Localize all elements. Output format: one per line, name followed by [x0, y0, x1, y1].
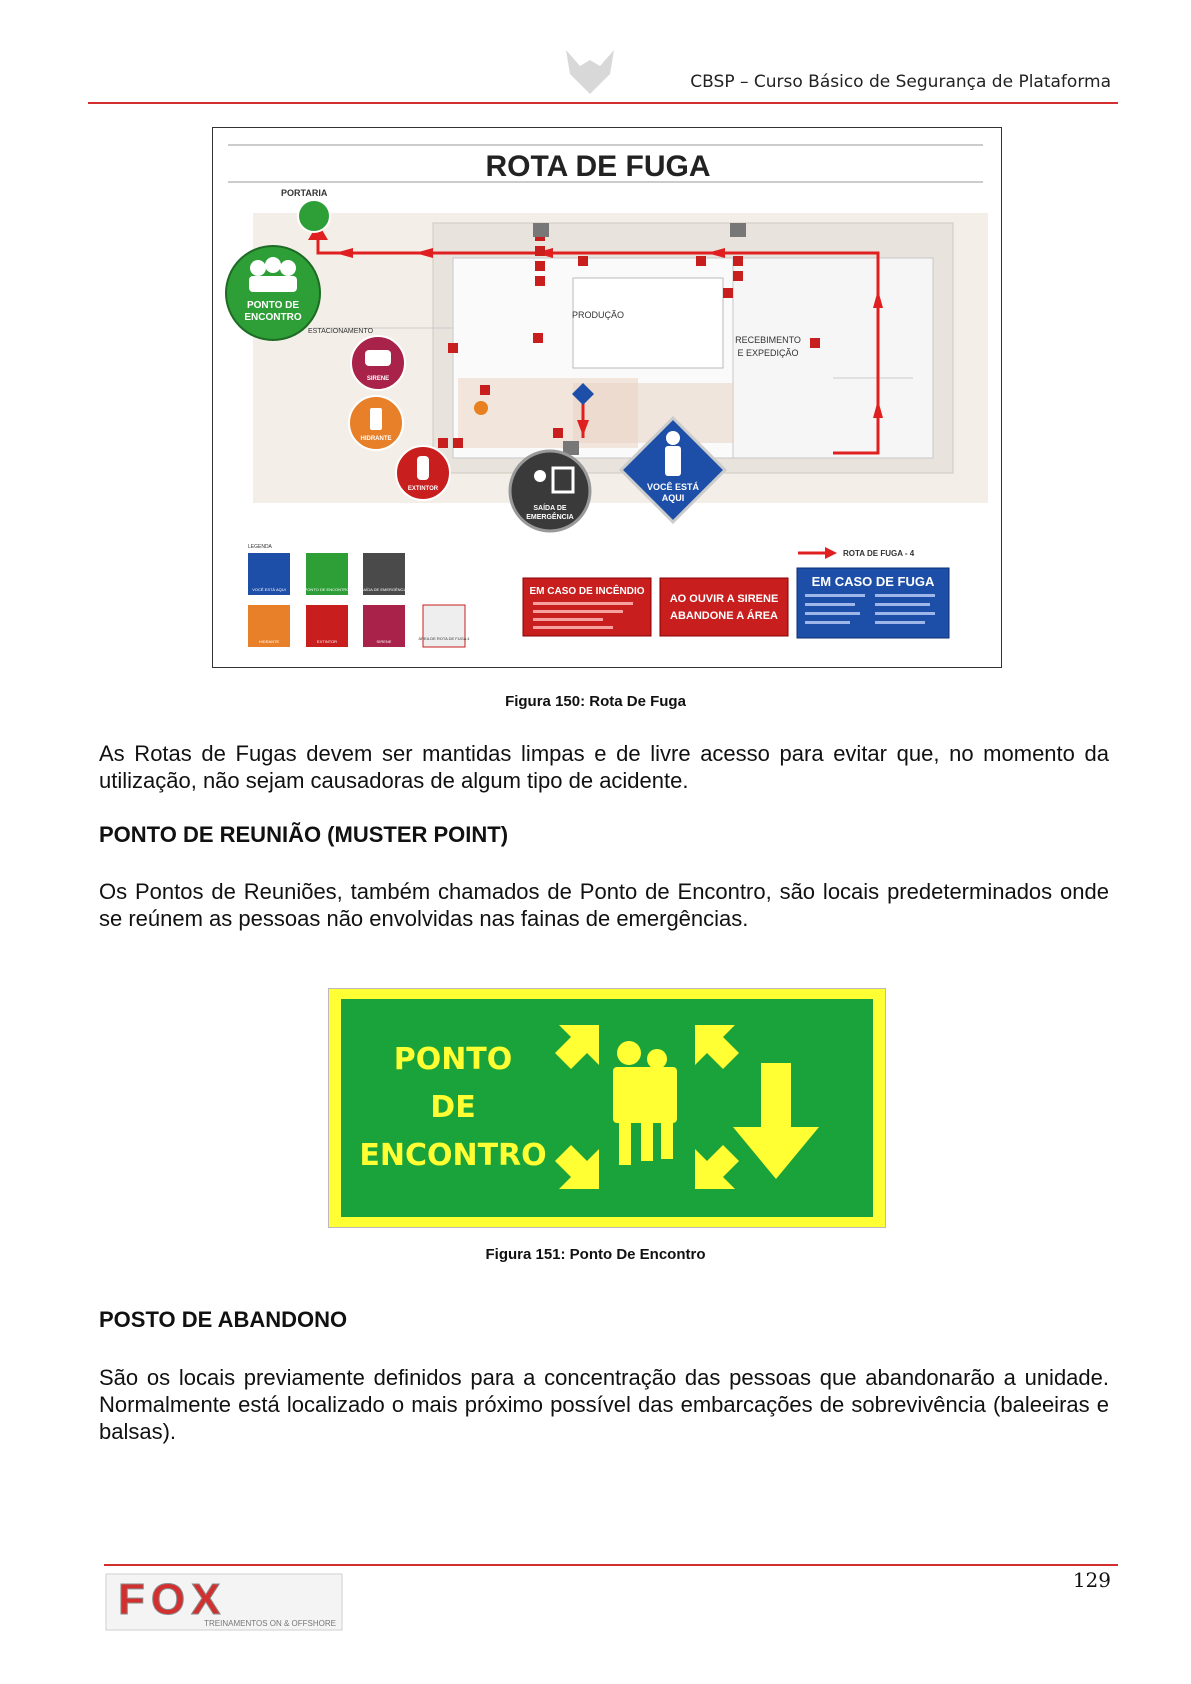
- label-legenda: LEGENDA: [248, 544, 272, 550]
- label-voce-esta-2: AQUI: [661, 493, 685, 503]
- figure-151-caption: Figura 151: Ponto De Encontro: [485, 1246, 706, 1263]
- fox-logo: [104, 1568, 344, 1638]
- label-recebimento-2: E EXPEDIÇÃO: [737, 348, 799, 358]
- label-voce-esta-1: VOCÊ ESTÁ: [646, 482, 700, 492]
- heading-posto-abandono: POSTO DE ABANDONO: [99, 1307, 348, 1332]
- label-sirene: SIRENE: [366, 376, 390, 382]
- label-ponto-encontro-1: PONTO DE: [246, 300, 300, 311]
- page-number: 129: [1072, 1568, 1111, 1592]
- figure-ponto-encontro-sign: [328, 988, 886, 1228]
- figure-150-caption: Figura 150: Rota De Fuga: [505, 693, 686, 710]
- label-rota-legend: ROTA DE FUGA - 4: [843, 549, 915, 558]
- label-hidrante: HIDRANTE: [360, 436, 392, 442]
- label-ponto-encontro-2: ENCONTRO: [244, 312, 302, 323]
- legend-rota: ÁREA DE ROTA DE FUGA 4: [418, 636, 470, 641]
- legend-voce: VOCÊ ESTÁ AQUI: [252, 587, 286, 592]
- legend-ponto: PONTO DE ENCONTRO: [304, 587, 350, 592]
- label-portaria: PORTARIA: [281, 188, 328, 198]
- panel-incendio-title: EM CASO DE INCÊNDIO: [529, 586, 645, 597]
- panel-fuga-title: EM CASO DE FUGA: [811, 574, 935, 589]
- legend-sirene: SIRENE: [376, 639, 392, 644]
- label-producao: PRODUÇÃO: [571, 310, 625, 320]
- label-extintor: EXTINTOR: [407, 486, 439, 492]
- panel-sirene-2: ABANDONE A ÁREA: [670, 610, 778, 622]
- label-saida-2: EMERGÊNCIA: [526, 514, 574, 521]
- figure-rota-de-fuga: [212, 127, 1002, 668]
- logo-subtitle: TREINAMENTOS ON & OFFSHORE: [204, 1619, 336, 1628]
- paragraph-rotas: As Rotas de Fugas devem ser mantidas limpas e de livre acesso para evitar que, no momento da utilização, não sejam causadoras de algum tipo de acidente.: [99, 741, 1109, 793]
- label-estacionamento: ESTACIONAMENTO: [308, 328, 374, 335]
- header-divider: [88, 102, 1118, 104]
- legend-hidrante: HIDRANTE: [258, 639, 280, 644]
- logo-text: FOX: [118, 1575, 227, 1624]
- paragraph-pontos: Os Pontos de Reuniões, também chamados de Ponto de Encontro, são locais predeterminados onde se reúnem as pessoas não envolvidas nas fainas de emergências.: [99, 879, 1109, 931]
- sign-text-3: ENCONTRO: [359, 1138, 547, 1173]
- footer-divider: [104, 1564, 1118, 1566]
- heading-ponto-reuniao: PONTO DE REUNIÃO (MUSTER POINT): [99, 822, 509, 847]
- header-title: CBSP – Curso Básico de Segurança de Plataforma: [690, 72, 1111, 92]
- fox-head-watermark-icon: [560, 48, 620, 96]
- legend-saida: SAÍDA DE EMERGÊNCIA: [360, 587, 408, 592]
- sign-text-2: DE: [430, 1090, 476, 1125]
- sign-text-1: PONTO: [393, 1042, 513, 1077]
- legend-extintor: EXTINTOR: [316, 639, 338, 644]
- label-saida-1: SAÍDA DE: [533, 505, 567, 512]
- escape-route-map: [213, 128, 1002, 668]
- ponto-encontro-sign-graphic: [329, 989, 885, 1227]
- panel-sirene-1: AO OUVIR A SIRENE: [669, 593, 779, 605]
- map-title: ROTA DE FUGA: [485, 150, 711, 183]
- label-recebimento-1: RECEBIMENTO: [735, 335, 801, 345]
- paragraph-posto-abandono: São os locais previamente definidos para a concentração das pessoas que abandonarão a unidade. Normalmente está localizado o mais próximo possível das embarcações de sobrevivência (baleeiras e balsas).: [99, 1365, 1109, 1444]
